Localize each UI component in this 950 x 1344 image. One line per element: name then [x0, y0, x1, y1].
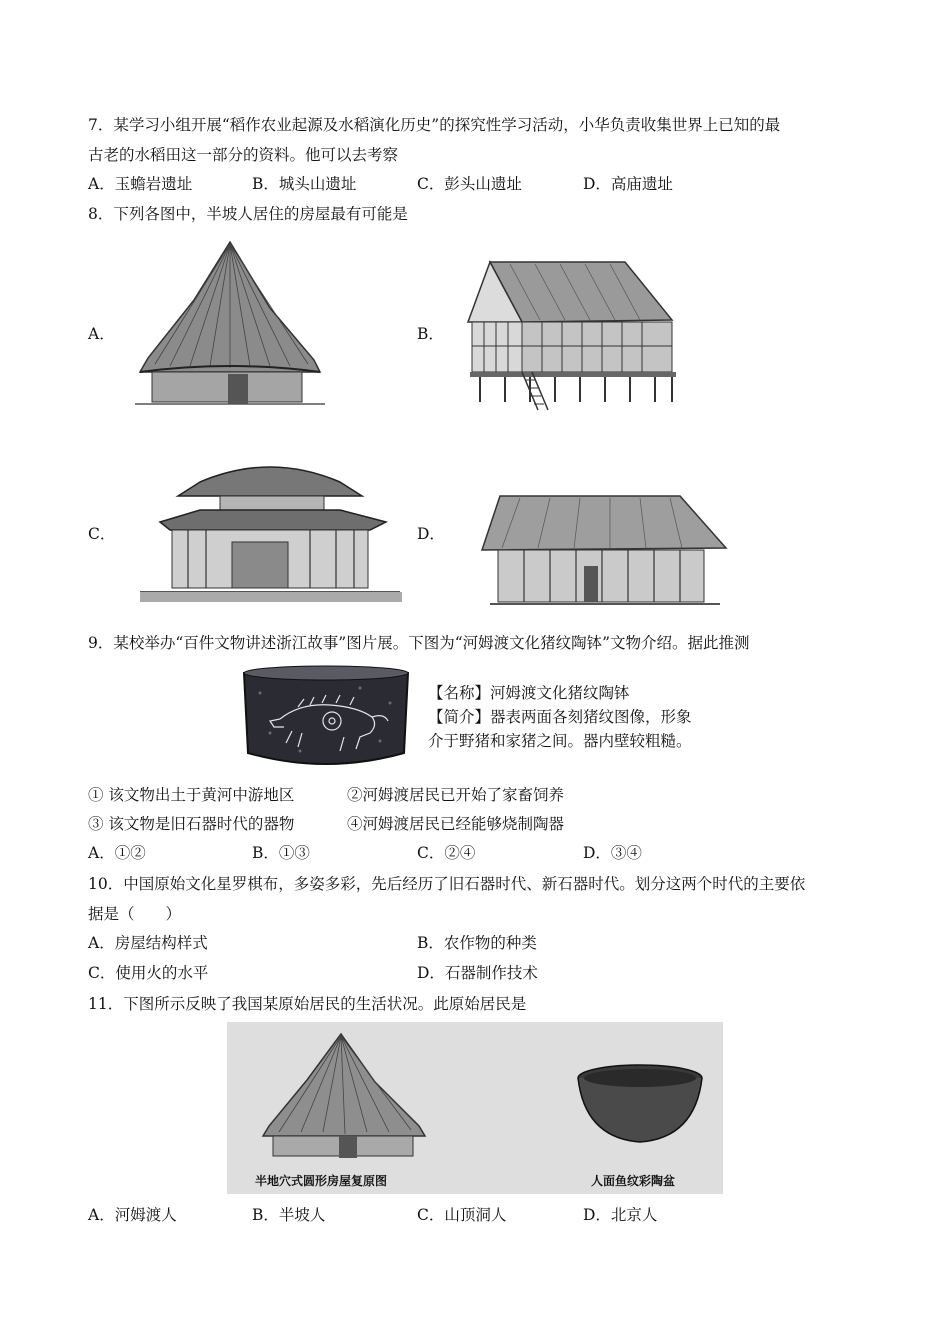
- q9-option-b[interactable]: B．①③: [252, 844, 310, 862]
- q10-option-a[interactable]: A．房屋结构样式: [88, 934, 208, 952]
- q11-option-b[interactable]: B．半坡人: [252, 1206, 326, 1224]
- q11-figure: [227, 1022, 723, 1194]
- long-house-image: [480, 488, 734, 610]
- q10-option-d[interactable]: D．石器制作技术: [417, 964, 538, 982]
- q7-stem-line1: 7．某学习小组开展“稻作农业起源及水稻演化历史”的探究性学习活动，小华负责收集世界上已知的最: [88, 116, 781, 134]
- house-caption: 半地穴式圆形房屋复原图: [255, 1174, 388, 1188]
- q10-option-c[interactable]: C．使用火的水平: [88, 964, 209, 982]
- q8-label-a[interactable]: A．: [88, 325, 115, 343]
- q9-option-d[interactable]: D．③④: [583, 844, 642, 862]
- q11-option-a[interactable]: A．河姆渡人: [88, 1206, 177, 1224]
- artifact-intro-line1: 【简介】器表两面各刻猪纹图像，形象: [428, 708, 692, 726]
- q7-option-c[interactable]: C．彭头山遗址: [417, 175, 522, 193]
- q9-statement-1: ① 该文物出土于黄河中游地区: [88, 786, 295, 804]
- q9-statement-4: ④河姆渡居民已经能够烧制陶器: [347, 815, 565, 833]
- stilt-house-image: [460, 250, 688, 412]
- semi-subterranean-house-image: [249, 1030, 449, 1160]
- pottery-bowl-image: [240, 663, 412, 773]
- q8-label-c[interactable]: C．: [88, 525, 116, 543]
- q7-option-a[interactable]: A．玉蟾岩遗址: [88, 175, 193, 193]
- artifact-name: 【名称】河姆渡文化猪纹陶钵: [428, 684, 630, 702]
- tiered-building-image: [140, 456, 402, 606]
- q7-option-b[interactable]: B．城头山遗址: [252, 175, 357, 193]
- q8-label-b[interactable]: B．: [417, 325, 444, 343]
- q9-statement-3: ③ 该文物是旧石器时代的器物: [88, 815, 295, 833]
- q9-option-a[interactable]: A．①②: [88, 844, 146, 862]
- basin-caption: 人面鱼纹彩陶盆: [591, 1174, 676, 1188]
- q11-option-c[interactable]: C．山顶洞人: [417, 1206, 507, 1224]
- artifact-intro-line2: 介于野猪和家猪之间。器内壁较粗糙。: [428, 732, 692, 750]
- q11-stem: 11．下图所示反映了我国某原始居民的生活状况。此原始居民是: [88, 995, 527, 1013]
- q11-option-d[interactable]: D．北京人: [583, 1206, 658, 1224]
- q9-statement-2: ②河姆渡居民已开始了家畜饲养: [347, 786, 565, 804]
- thatched-hut-image: [130, 238, 330, 410]
- q8-label-d[interactable]: D．: [417, 525, 445, 543]
- painted-pottery-basin-image: [575, 1062, 705, 1152]
- q8-stem: 8．下列各图中，半坡人居住的房屋最有可能是: [88, 205, 408, 223]
- q9-stem: 9．某校举办“百件文物讲述浙江故事”图片展。下图为“河姆渡文化猪纹陶钵”文物介绍。据此推测: [88, 634, 750, 652]
- q9-option-c[interactable]: C．②④: [417, 844, 476, 862]
- q7-stem-line2: 古老的水稻田这一部分的资料。他可以去考察: [88, 146, 399, 164]
- q10-option-b[interactable]: B．农作物的种类: [417, 934, 537, 952]
- q7-option-d[interactable]: D．高庙遗址: [583, 175, 673, 193]
- q10-stem-line2: 据是（ ）: [88, 905, 182, 923]
- q10-stem-line1: 10．中国原始文化星罗棋布，多姿多彩，先后经历了旧石器时代、新石器时代。划分这两个时代的主要依: [88, 875, 806, 893]
